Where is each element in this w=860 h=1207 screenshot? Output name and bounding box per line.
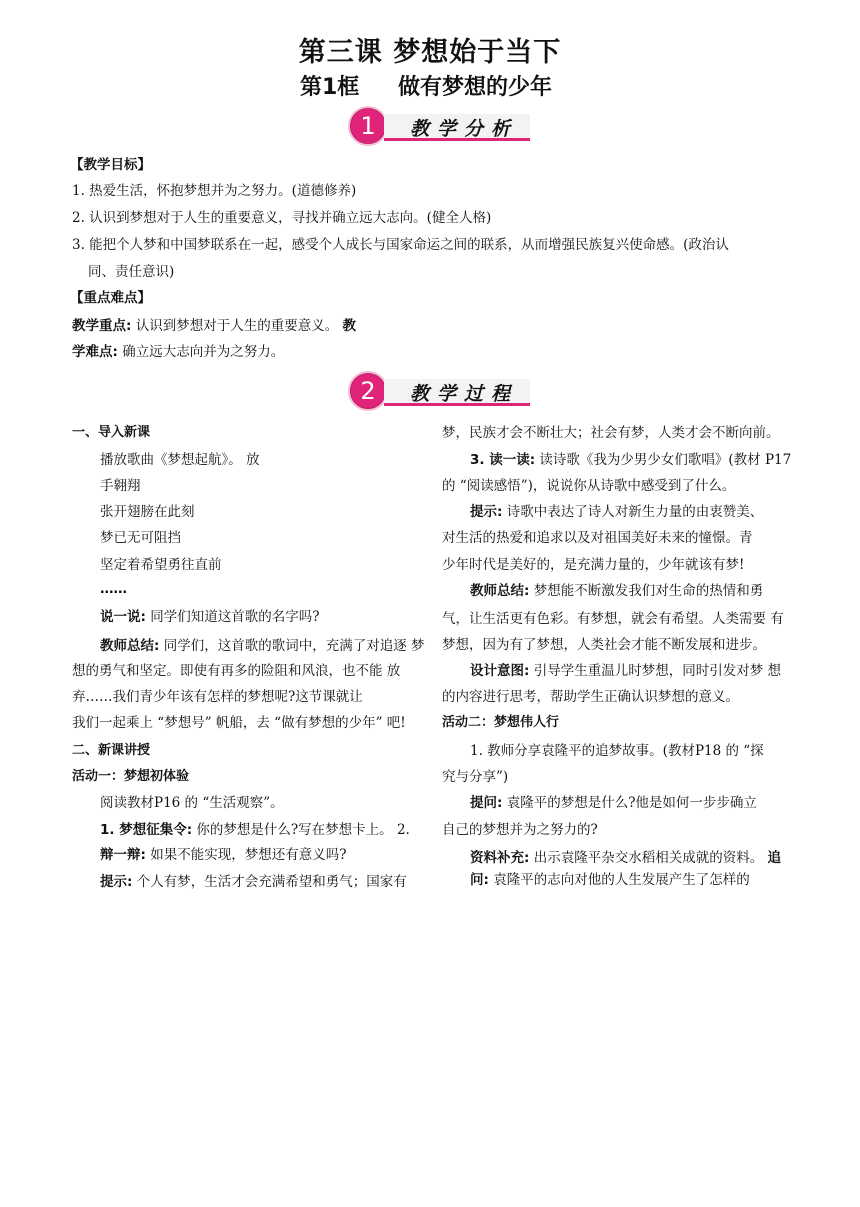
section-badge-process bbox=[350, 373, 530, 409]
section-badge-analysis bbox=[350, 108, 530, 144]
right-line: 梦想，因为有了梦想，人类社会才能不断发展和进步。 bbox=[442, 637, 766, 653]
text: 你的梦想是什么?写在梦想卡上。 2. bbox=[192, 822, 410, 838]
right-line bbox=[470, 794, 757, 812]
left-line: 阅读教材P16 的 “生活观察”。 bbox=[100, 795, 284, 811]
badge-label: 教学分析 bbox=[410, 118, 519, 140]
left-line: 梦已无可阻挡 bbox=[100, 530, 181, 546]
text: 出示袁隆平杂交水稻相关成就的资料。 bbox=[529, 850, 764, 866]
badge-number: 1 bbox=[350, 108, 386, 144]
text: 诗歌中表达了诗人对新生力量的由衷赞美、 bbox=[502, 504, 764, 520]
right-line: 自己的梦想并为之努力的? bbox=[442, 822, 598, 838]
left-line bbox=[100, 873, 407, 891]
left-line bbox=[100, 846, 346, 864]
text: 袁隆平的梦想是什么?他是如何一步步确立 bbox=[502, 795, 757, 811]
subtitle-number: 第1框 bbox=[300, 75, 360, 100]
label: 教师总结: bbox=[100, 638, 160, 654]
right-line bbox=[470, 849, 781, 867]
activity-2-heading: 活动二：梦想伟人行 bbox=[442, 715, 560, 730]
goal-1: 1. 热爱生活，怀抱梦想并为之努力。(道德修养) bbox=[72, 183, 357, 199]
right-line bbox=[470, 582, 763, 600]
left-line: 想的勇气和坚定。即使有再多的险阻和风浪，也不能 放 bbox=[72, 663, 401, 679]
label: 说一说: bbox=[100, 609, 146, 625]
badge-number: 2 bbox=[350, 373, 386, 409]
label: 资料补充: bbox=[470, 850, 530, 866]
key-point-tail: 教 bbox=[342, 318, 356, 334]
difficulty-text: 确立远大志向并为之努力。 bbox=[117, 344, 285, 360]
goal-2: 2. 认识到梦想对于人生的重要意义，寻找并确立远大志向。(健全人格) bbox=[72, 210, 492, 226]
right-line bbox=[470, 503, 763, 521]
right-line: 究与分享”) bbox=[442, 769, 509, 785]
left-line: 坚定着希望勇往直前 bbox=[100, 557, 222, 573]
key-point-label: 教学重点: bbox=[72, 318, 132, 334]
right-line bbox=[470, 871, 750, 889]
text: 读诗歌《我为少男少女们歌唱》(教材 P17 bbox=[535, 452, 792, 468]
difficulty-point bbox=[72, 343, 284, 361]
text: 引导学生重温儿时梦想，同时引发对梦 想 bbox=[529, 663, 781, 679]
text: 同学们知道这首歌的名字吗? bbox=[145, 609, 320, 625]
label: 辩一辩: bbox=[100, 847, 146, 863]
tail: 追 bbox=[767, 850, 781, 866]
label: 教师总结: bbox=[470, 583, 530, 599]
label: 提示: bbox=[100, 874, 133, 890]
text: 梦想能不断激发我们对生命的热情和勇 bbox=[529, 583, 764, 599]
text: 个人有梦，生活才会充满希望和勇气；国家有 bbox=[132, 874, 407, 890]
section-new-lesson: 二、新课讲授 bbox=[72, 743, 151, 758]
text: 如果不能实现，梦想还有意义吗? bbox=[145, 847, 347, 863]
page-title: 第三课 梦想始于当下 bbox=[298, 37, 562, 68]
difficulty-label: 学难点: bbox=[72, 344, 118, 360]
goal-3-line1: 3. 能把个人梦和中国梦联系在一起，感受个人成长与国家命运之间的联系，从而增强民族复兴使命感。(政治认 bbox=[72, 237, 729, 253]
key-point bbox=[72, 317, 356, 335]
goal-3-line2: 同、责任意识) bbox=[88, 264, 175, 280]
left-line: 播放歌曲《梦想起航》。 放 bbox=[100, 452, 260, 468]
label: 设计意图: bbox=[470, 663, 530, 679]
label: 1. 梦想征集令: bbox=[100, 822, 193, 838]
right-line: 梦，民族才会不断壮大；社会有梦，人类才会不断向前。 bbox=[442, 425, 780, 441]
left-line: …… bbox=[100, 581, 127, 597]
right-line: 对生活的热爱和追求以及对祖国美好未来的憧憬。青 bbox=[442, 530, 753, 546]
right-line: 气，让生活更有色彩。有梦想，就会有希望。人类需要 有 bbox=[442, 611, 784, 627]
activity-1-heading: 活动一：梦想初体验 bbox=[72, 769, 190, 784]
right-line bbox=[470, 662, 781, 680]
left-line: 手翱翔 bbox=[100, 478, 141, 494]
key-point-text: 认识到梦想对于人生的重要意义。 bbox=[131, 318, 339, 334]
right-line: 少年时代是美好的，是充满力量的，少年就该有梦! bbox=[442, 557, 745, 573]
key-heading: 【重点难点】 bbox=[70, 290, 151, 306]
left-line: 张开翅膀在此刻 bbox=[100, 504, 195, 520]
right-line bbox=[470, 451, 791, 469]
goals-heading: 【教学目标】 bbox=[70, 157, 151, 173]
label: 提问: bbox=[470, 795, 503, 811]
subtitle-text: 做有梦想的少年 bbox=[398, 75, 553, 100]
left-line: 弃……我们青少年该有怎样的梦想呢?这节课就让 bbox=[72, 689, 363, 705]
text: 袁隆平的志向对他的人生发展产生了怎样的 bbox=[488, 872, 750, 888]
section-import: 一、导入新课 bbox=[72, 425, 151, 440]
right-line: 1. 教师分享袁隆平的追梦故事。(教材P18 的 “探 bbox=[470, 743, 764, 759]
left-line bbox=[100, 821, 410, 839]
right-line: 的内容进行思考，帮助学生正确认识梦想的意义。 bbox=[442, 689, 739, 705]
label: 提示: bbox=[470, 504, 503, 520]
left-line: 我们一起乘上 “梦想号” 帆船，去 “做有梦想的少年” 吧! bbox=[72, 715, 406, 731]
right-line: 的 “阅读感悟”)，说说你从诗歌中感受到了什么。 bbox=[442, 478, 736, 494]
text: 同学们，这首歌的歌词中，充满了对追逐 梦 bbox=[159, 638, 425, 654]
label: 问: bbox=[470, 872, 489, 888]
badge-label: 教学过程 bbox=[410, 383, 519, 405]
left-line bbox=[100, 637, 425, 655]
left-line bbox=[100, 608, 319, 626]
label: 3. 读一读: bbox=[470, 452, 536, 468]
